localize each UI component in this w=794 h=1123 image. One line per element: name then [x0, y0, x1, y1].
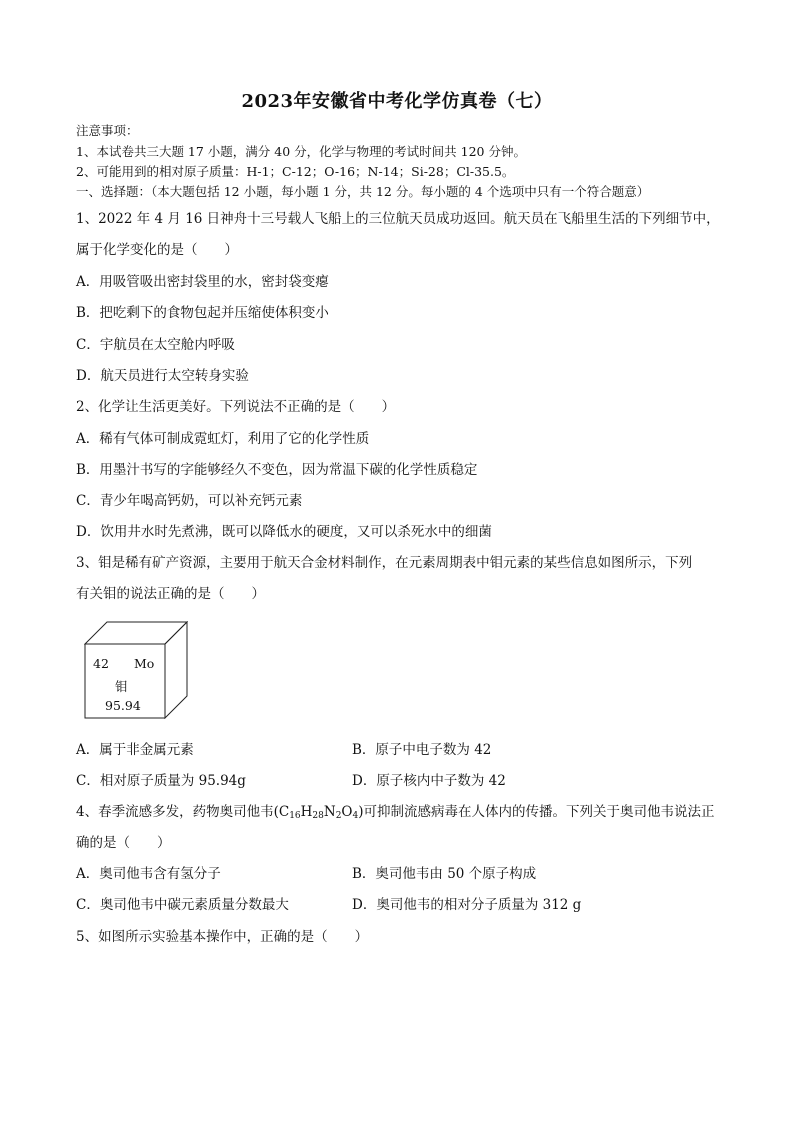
- q4-stem-line1: [76, 800, 715, 820]
- q3-option-d: D．原子核内中子数为 42: [352, 773, 506, 789]
- q4-formula-sub-n: 2: [335, 811, 342, 821]
- q4-option-b: B．奥司他韦由 50 个原子构成: [352, 866, 537, 882]
- q4-option-d: D．奥司他韦的相对分子质量为 312 g: [352, 897, 582, 913]
- q1-option-b: B．把吃剩下的食物包起并压缩使体积变小: [76, 305, 329, 321]
- q4-formula-h: H: [300, 804, 313, 820]
- q3-stem-line2: 有关钼的说法正确的是（ ）: [76, 586, 265, 602]
- page-title: 2023年安徽省中考化学仿真卷（七）: [241, 91, 553, 112]
- q2-option-a: A．稀有气体可制成霓虹灯，利用了它的化学性质: [76, 431, 370, 447]
- q5-stem: 5、如图所示实验基本操作中，正确的是（ ）: [76, 929, 369, 945]
- q4-formula-sub-c: 16: [289, 811, 301, 821]
- element-symbol: Mo: [134, 656, 155, 671]
- q1-stem-line1: 1、2022 年 4 月 16 日神舟十三号载人飞船上的三位航天员成功返回。航天员在飞船里生活的下列细节中，: [76, 211, 720, 227]
- element-cell-figure: [84, 621, 188, 719]
- q4-stem-line2: 确的是（ ）: [76, 835, 171, 851]
- q3-option-b: B．原子中电子数为 42: [352, 742, 492, 758]
- notes-heading: 注意事项：: [76, 123, 139, 138]
- notes-item-2: 2、可能用到的相对原子质量：H-1；C-12；O-16；N-14；Si-28；Cl-35.5。: [76, 164, 515, 179]
- q3-option-a: A．属于非金属元素: [76, 742, 194, 758]
- q4-formula-sub-h: 28: [312, 811, 324, 821]
- q1-option-a: A．用吸管吸出密封袋里的水，密封袋变瘪: [76, 274, 329, 290]
- q3-option-c: C．相对原子质量为 95.94g: [76, 773, 246, 789]
- q2-option-b: B．用墨汁书写的字能够经久不变色，因为常温下碳的化学性质稳定: [76, 462, 478, 478]
- q4-stem-post: )可抑制流感病毒在人体内的传播。下列关于奥司他韦说法正: [358, 804, 715, 820]
- q1-stem-line2: 属于化学变化的是（ ）: [76, 242, 238, 258]
- q3-stem-line1: 3、钼是稀有矿产资源，主要用于航天合金材料制作，在元素周期表中钼元素的某些信息如图所示，下列: [76, 555, 693, 571]
- section-heading: 一、选择题：（本大题包括 12 小题，每小题 1 分，共 12 分。每小题的 4 个选项中只有一个符合题意）: [76, 184, 650, 199]
- q4-formula-sub-o: 4: [352, 811, 359, 821]
- q1-option-c: C．宇航员在太空舱内呼吸: [76, 337, 235, 353]
- notes-item-1: 1、本试卷共三大题 17 小题，满分 40 分，化学与物理的考试时间共 120 分钟。: [76, 144, 526, 159]
- q4-formula-o: O: [341, 804, 353, 820]
- element-atomic-number: 42: [93, 656, 109, 671]
- q2-option-d: D．饮用井水时先煮沸，既可以降低水的硬度，又可以杀死水中的细菌: [76, 524, 492, 540]
- element-atomic-mass: 95.94: [105, 698, 141, 713]
- element-name: 钼: [115, 679, 128, 694]
- q4-stem-pre: 4、春季流感多发，药物奥司他韦(C: [76, 804, 290, 820]
- q4-option-c: C．奥司他韦中碳元素质量分数最大: [76, 897, 289, 913]
- q2-option-c: C．青少年喝高钙奶，可以补充钙元素: [76, 493, 303, 509]
- q4-option-a: A．奥司他韦含有氢分子: [76, 866, 221, 882]
- q2-stem: 2、化学让生活更美好。下列说法不正确的是（ ）: [76, 399, 396, 415]
- q1-option-d: D．航天员进行太空转身实验: [76, 368, 249, 384]
- q4-formula-n: N: [323, 804, 336, 820]
